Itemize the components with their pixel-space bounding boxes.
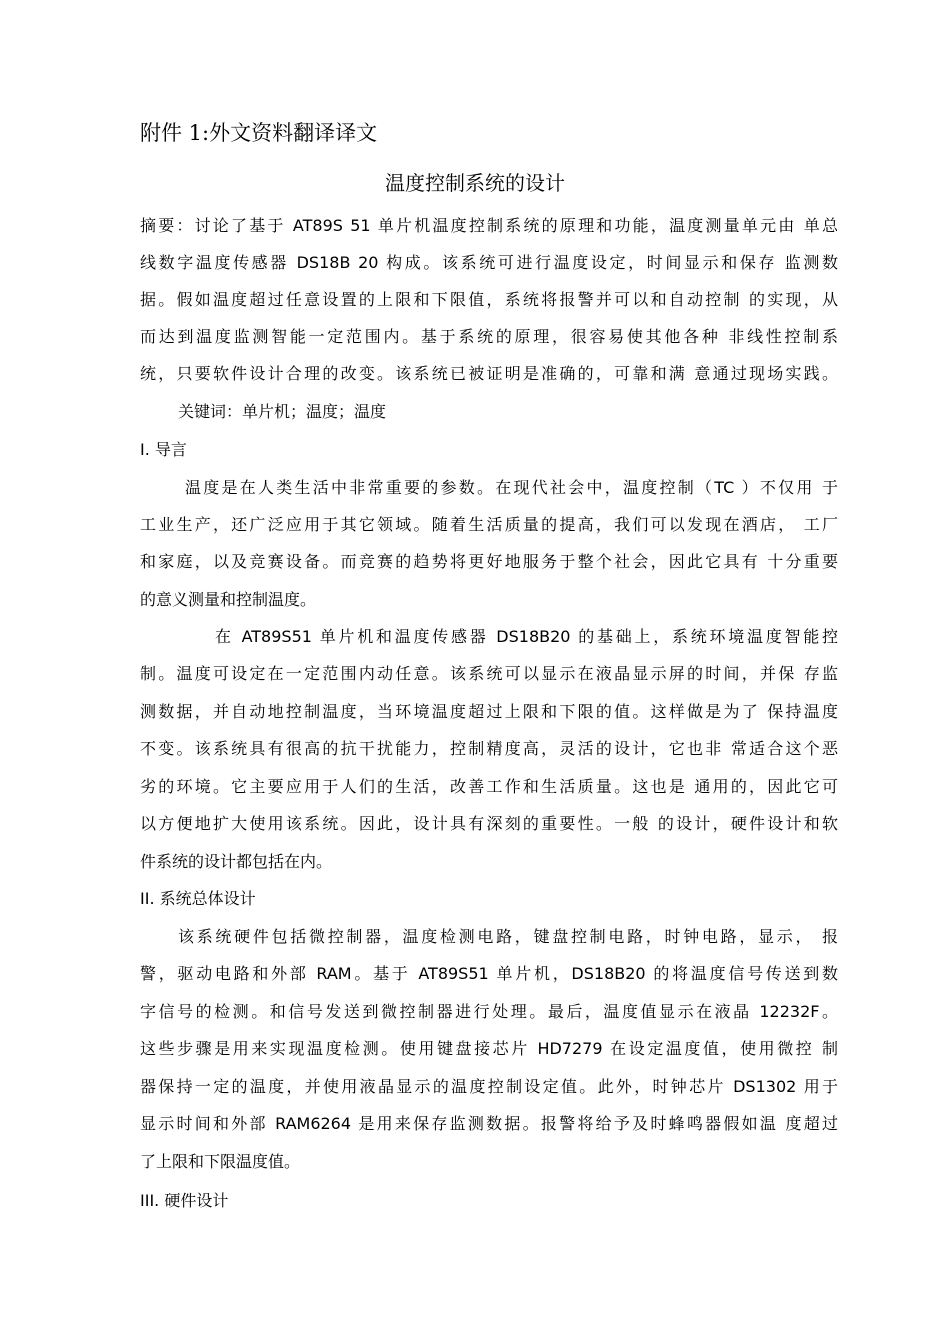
abstract-line: 统，只要软件设计合理的改变。该系统已被证明是准确的，可靠和满 意通过现场实践。 bbox=[140, 364, 838, 383]
paragraph-line: 在 AT89S51 单片机和温度传感器 DS18B20 的基础上，系统环境温度智能控 bbox=[215, 627, 838, 646]
paragraph-line: 该系统硬件包括微控制器，温度检测电路，键盘控制电路，时钟电路，显示， 报 bbox=[178, 927, 838, 946]
abstract-line: 而达到温度监测智能一定范围内。基于系统的原理，很容易使其他各种 非线性控制系 bbox=[140, 327, 838, 346]
paragraph-line: 温度是在人类生活中非常重要的参数。在现代社会中，温度控制（TC ）不仅用 于 bbox=[185, 478, 838, 497]
abstract-line: 摘要：讨论了基于 AT89S 51 单片机温度控制系统的原理和功能，温度测量单元由 单总 bbox=[140, 216, 838, 235]
appendix-title: 附件 1:外文资料翻译译文 bbox=[140, 121, 378, 145]
paragraph-line: 以方便地扩大使用该系统。因此，设计具有深刻的重要性。一般 的设计，硬件设计和软 bbox=[140, 814, 838, 833]
paragraph-line: 的意义测量和控制温度。 bbox=[140, 590, 317, 609]
paragraph-line: 显示时间和外部 RAM6264 是用来保存监测数据。报警将给予及时蜂鸣器假如温 度超过 bbox=[140, 1114, 838, 1133]
paragraph-line: 测数据，并自动地控制温度，当环境温度超过上限和下限的值。这样做是为了 保持温度 bbox=[140, 702, 838, 721]
paragraph-line: 件系统的设计都包括在内。 bbox=[140, 852, 333, 871]
abstract-line: 线数字温度传感器 DS18B 20 构成。该系统可进行温度设定，时间显示和保存 监测数 bbox=[140, 253, 838, 272]
paragraph-line: 和家庭，以及竞赛设备。而竞赛的趋势将更好地服务于整个社会，因此它具有 十分重要 bbox=[140, 552, 838, 571]
paragraph-line: 了上限和下限温度值。 bbox=[140, 1152, 301, 1171]
paragraph-line: 不变。该系统具有很高的抗干扰能力，控制精度高，灵活的设计，它也非 常适合这个恶 bbox=[140, 739, 838, 758]
paragraph-line: 警，驱动电路和外部 RAM。基于 AT89S51 单片机，DS18B20 的将温度信号传送到数 bbox=[140, 964, 838, 983]
paragraph-line: 工业生产，还广泛应用于其它领域。随着生活质量的提高，我们可以发现在酒店， 工厂 bbox=[140, 515, 838, 534]
document-title: 温度控制系统的设计 bbox=[385, 171, 565, 195]
section-heading: III. 硬件设计 bbox=[140, 1191, 229, 1210]
keywords-line: 关键词：单片机；温度；温度 bbox=[178, 402, 387, 421]
paragraph-line: 字信号的检测。和信号发送到微控制器进行处理。最后，温度值显示在液晶 12232F。 bbox=[140, 1002, 838, 1021]
section-heading: II. 系统总体设计 bbox=[140, 889, 256, 908]
abstract-line: 据。假如温度超过任意设置的上限和下限值，系统将报警并可以和自动控制 的实现，从 bbox=[140, 290, 838, 309]
paragraph-line: 这些步骤是用来实现温度检测。使用键盘接芯片 HD7279 在设定温度值，使用微控 制 bbox=[140, 1039, 838, 1058]
paragraph-line: 劣的环境。它主要应用于人们的生活，改善工作和生活质量。这也是 通用的，因此它可 bbox=[140, 777, 838, 796]
paragraph-line: 制。温度可设定在一定范围内动任意。该系统可以显示在液晶显示屏的时间，并保 存监 bbox=[140, 664, 838, 683]
paragraph-line: 器保持一定的温度，并使用液晶显示的温度控制设定值。此外，时钟芯片 DS1302 用于 bbox=[140, 1077, 838, 1096]
section-heading: I. 导言 bbox=[140, 440, 187, 459]
